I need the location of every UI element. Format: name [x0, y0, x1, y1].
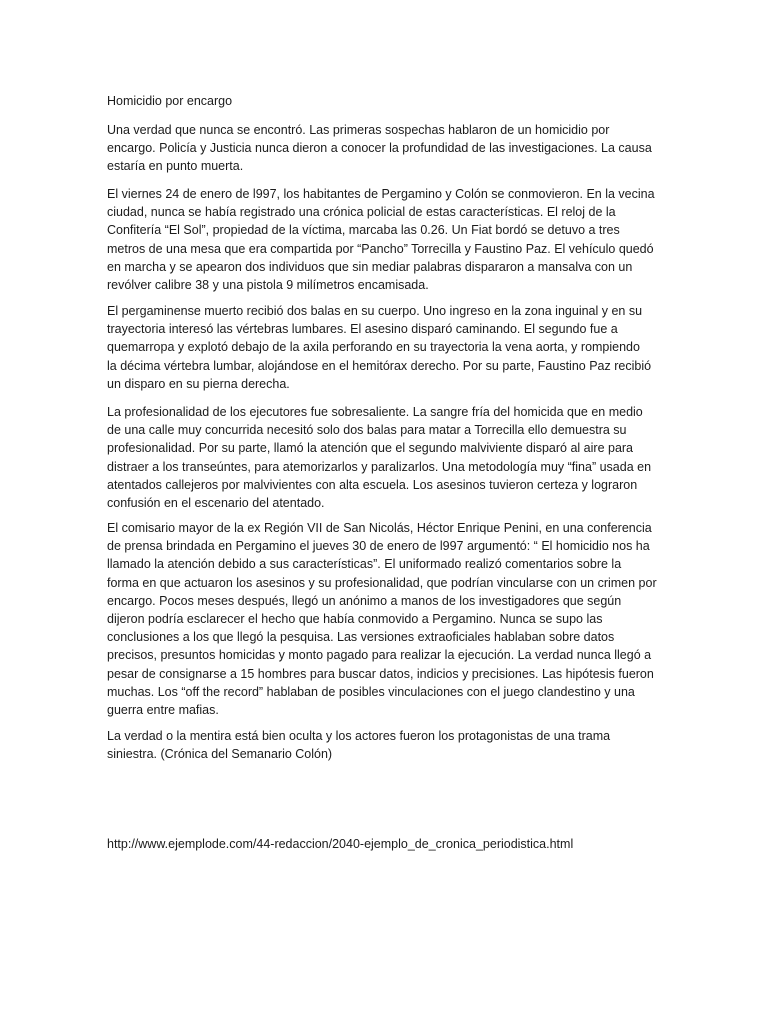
text-line: conclusiones a los que llegó la pesquisa. Las versiones extraoficiales hablaban sobre datos	[107, 630, 615, 645]
text-line: precisos, presuntos homicidas y monto pagado para realizar la ejecución. La verdad nunca llegó a	[107, 648, 652, 663]
text-line: llamado la atención debido a sus características”. El uniformado realizó comentarios sobre la	[107, 557, 622, 572]
text-line: distraer a los transeúntes, para atemorizarlos y paralizarlos. Una metodología muy “fina” usada en	[107, 459, 652, 474]
text-line: muchas. Los “off the record” hablaban de posibles vinculaciones con el juego clandestino y una	[107, 684, 635, 699]
text-line: El comisario mayor de la ex Región VII de San Nicolás, Héctor Enrique Penini, en una conferencia	[107, 521, 652, 535]
text-line: El viernes 24 de enero de l997, los habitantes de Pergamino y Colón se conmovieron. En la vecina	[107, 187, 655, 201]
text-line: en marcha y se apearon dos individuos que sin mediar palabras dispararon a mansalva con un	[107, 259, 633, 274]
text-line: siniestra. (Crónica del Semanario Colón)	[107, 747, 333, 762]
text-line: encargo. Policía y Justicia nunca dieron a conocer la profundidad de las investigaciones. La causa	[107, 141, 652, 156]
text-line: dijeron podría esclarecer el hecho que había conmovido a Pergamino. Nunca se supo las	[107, 612, 603, 627]
text-line: un disparo en su pierna derecha.	[107, 376, 290, 391]
text-line: de prensa brindada en Pergamino el jueves 30 de enero de l997 argumentó: “ El homicidio nos ha	[107, 539, 650, 554]
text-line: Una verdad que nunca se encontró. Las primeras sospechas hablaron de un homicidio por	[107, 123, 610, 137]
paragraph-conclusion	[107, 727, 667, 763]
text-line: revólver calibre 38 y una pistola 9 milímetros encamisada.	[107, 278, 429, 293]
source-link[interactable]: http://www.ejemplode.com/44-redaccion/2040-ejemplo_de_cronica_periodistica.html	[107, 837, 574, 851]
paragraph-professionalism	[107, 403, 667, 512]
paragraph-wounds	[107, 302, 667, 393]
text-line: la décima vértebra lumbar, alojándose en el hemitórax derecho. Por su parte, Faustino Paz recibió	[107, 358, 652, 373]
text-line: atentados callejeros por malvivientes con alta escuela. Los asesinos tuvieron certeza y lograron	[107, 477, 638, 492]
text-line: ciudad, nunca se había registrado una crónica policial de estas características. El reloj de la	[107, 205, 616, 220]
text-line: Confitería “El Sol”, propiedad de la víctima, marcaba las 0.26. Un Fiat bordó se detuvo a tres	[107, 223, 620, 238]
text-line: de una calle muy concurrida necesitó solo dos balas para matar a Torrecilla ello demuestra su	[107, 423, 627, 438]
paragraph-intro	[107, 121, 667, 176]
text-line: trayectoria interesó las vértebras lumbares. El asesino disparó caminando. El segundo fue a	[107, 322, 618, 337]
text-line: pesar de consignarse a 15 hombres para buscar datos, indicios y precisiones. Las hipótesis fueron	[107, 666, 654, 681]
paragraph-event	[107, 185, 667, 294]
text-line: quemarropa y explotó debajo de la axila perforando en su trayectoria la vena aorta, y rompiendo	[107, 340, 640, 355]
document-title: Homicidio por encargo	[107, 94, 233, 108]
text-line: profesionalidad. Por su parte, llamó la atención que el segundo malviviente disparó al aire para	[107, 441, 634, 456]
text-line: estaría en punto muerta.	[107, 159, 244, 174]
text-line: metros de una mesa que era compartida por “Pancho” Torrecilla y Faustino Paz. El vehículo quedó	[107, 241, 654, 256]
text-line: guerra entre mafias.	[107, 703, 219, 718]
text-line: La verdad o la mentira está bien oculta y los actores fueron los protagonistas de una trama	[107, 729, 611, 743]
text-line: encargo. Pocos meses después, llegó un anónimo a manos de los investigadores que según	[107, 593, 622, 608]
text-line: El pergaminense muerto recibió dos balas en su cuerpo. Uno ingreso en la zona inguinal y en su	[107, 304, 643, 318]
paragraph-investigation	[107, 519, 667, 719]
text-line: La profesionalidad de los ejecutores fue sobresaliente. La sangre fría del homicida que en medio	[107, 405, 643, 419]
text-line: forma en que actuaron los asesinos y su profesionalidad, que podrían vincularse con un crimen por	[107, 575, 657, 590]
text-line: confusión en el escenario del atentado.	[107, 496, 325, 511]
